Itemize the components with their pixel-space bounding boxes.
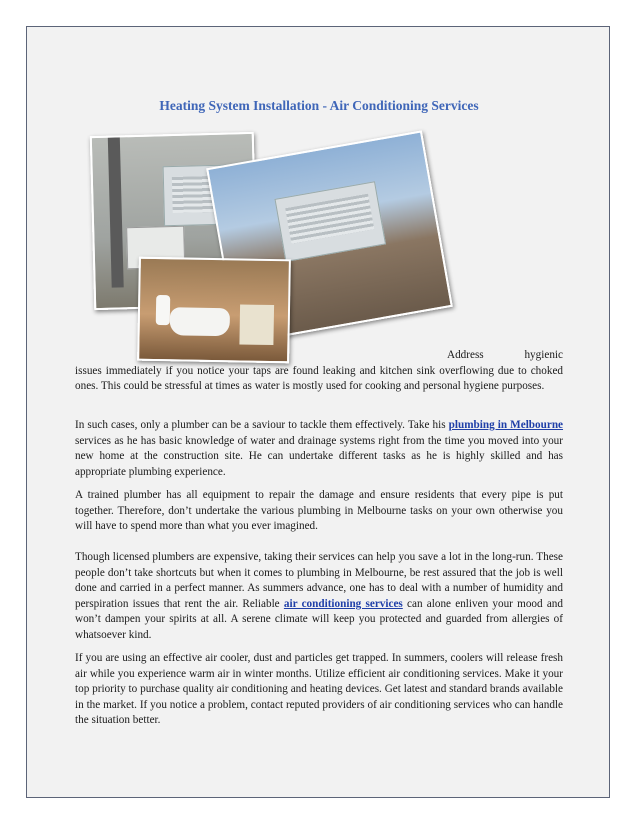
- pipe-shape: [108, 137, 124, 287]
- photo-collage: [70, 130, 450, 350]
- paragraph-licensed-plumbers: [75, 550, 563, 643]
- paragraph-air-cooler: If you are using an effective air cooler, dust and particles get trapped. In summers, coolers will release fresh air while you experience warm air in winter months. Utilize efficient air conditioning services. Make it your top priority to purchase quality air conditioning and heating devices. Get latest and standard brands available in the market. If you notice a problem, contact reputed providers of air conditioning services who can handle the situation better.: [75, 652, 563, 726]
- p1-text-before: In such cases, only a plumber can be a saviour to tackle them effectively. Take his: [75, 419, 449, 431]
- evaporative-cooler-shape: [274, 181, 386, 262]
- toilet-shape: [156, 295, 171, 325]
- plumbing-melbourne-link[interactable]: plumbing in Melbourne: [448, 419, 564, 431]
- bathtub-shape: [170, 307, 230, 336]
- intro-paragraph: [75, 348, 563, 395]
- air-conditioning-services-link[interactable]: air conditioning services: [283, 597, 403, 610]
- p1-text-after: services as he has basic knowledge of water and drainage systems right from the time you moved into your new home at the construction site. He can undertake different tasks as he is highly skilled and has appropriate plumbing experience.: [75, 434, 563, 478]
- intro-rest: issues immediately if you notice your taps are found leaking and kitchen sink overflowing due to choked ones. This could be stressful at times as water is mostly used for cooking and personal hygiene purposes.: [75, 364, 563, 392]
- paragraph-trained-plumber: A trained plumber has all equipment to repair the damage and ensure residents that every pipe is put together. Therefore, don’t undertake the various plumbing in Melbourne tasks on your own otherwise you will have to spend more than what you ever imagined.: [75, 489, 563, 532]
- vanity-shape: [239, 304, 274, 345]
- p3-text-after: can alone enliven your mood and won’t dampen your spirits at all. A serene climate will keep you protected and guarded from allergies of whatsoever kind.: [75, 597, 563, 641]
- intro-first-line: Address hygienic: [447, 349, 563, 361]
- p3-text-before: Though licensed plumbers are expensive, taking their services can help you save a lot in the long-run. These people don’t take shortcuts but when it comes to plumbing in Melbourne, be rest assured that the job is well done and carried in a perfect manner. As summers advance, one has to deal with a number of humidity and perspiration issues that rent the air. Reliable: [75, 551, 563, 610]
- paragraph-plumber-saviour: [75, 418, 563, 480]
- page-title: Heating System Installation - Air Conditioning Services: [159, 98, 479, 113]
